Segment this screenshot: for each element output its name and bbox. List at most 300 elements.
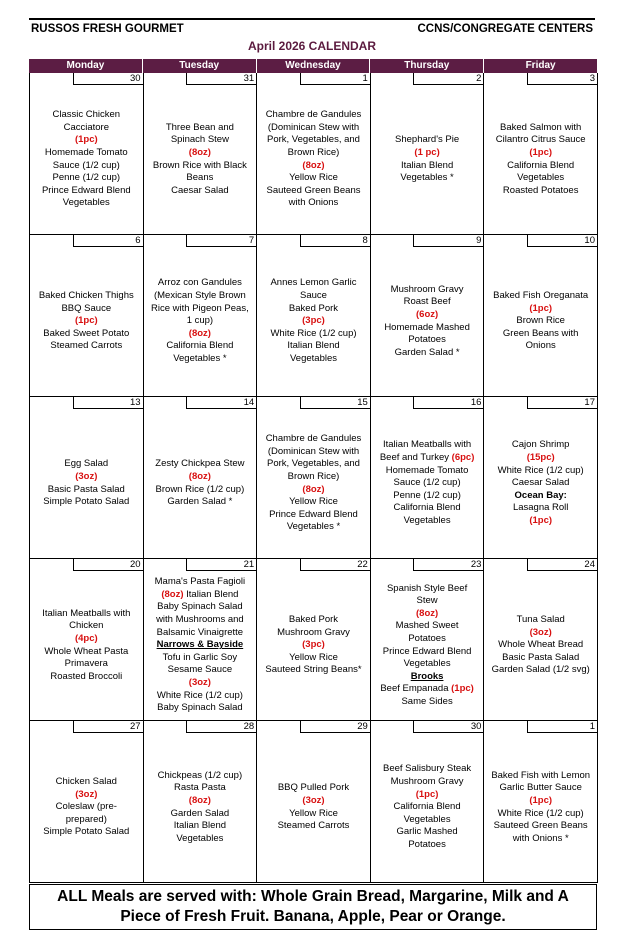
menu-line bbox=[168, 664, 232, 677]
day-cell bbox=[484, 397, 598, 559]
menu-line-text: (3pc) bbox=[302, 315, 325, 327]
menu-line bbox=[151, 303, 249, 316]
menu-line-text: Ocean Bay: bbox=[514, 489, 567, 501]
portion-size bbox=[529, 147, 552, 160]
day-number: 10 bbox=[527, 235, 597, 247]
menu-line bbox=[176, 833, 223, 846]
menu-line-text: (1pc) bbox=[74, 134, 98, 146]
menu-items bbox=[484, 409, 597, 558]
menu-line-text: Baby Spinach Salad bbox=[157, 601, 243, 613]
menu-line bbox=[266, 185, 360, 198]
menu-line bbox=[289, 172, 338, 185]
menu-line-text: Mama's Pasta Fagioli bbox=[154, 576, 246, 588]
menu-line bbox=[498, 639, 583, 652]
day-number: 9 bbox=[413, 235, 483, 247]
menu-line-text: Homemade Tomato bbox=[385, 464, 469, 476]
menu-items bbox=[484, 85, 597, 234]
menu-line-text: Tofu in Garlic Soy bbox=[162, 651, 238, 663]
portion-size bbox=[75, 633, 98, 646]
menu-line bbox=[401, 160, 453, 173]
menu-line bbox=[265, 664, 361, 677]
menu-line-text: (8oz) bbox=[302, 159, 325, 171]
day-number: 7 bbox=[186, 235, 256, 247]
menu-line-text: (1 pc) bbox=[414, 146, 440, 158]
day-cell bbox=[371, 73, 485, 235]
day-number: 22 bbox=[300, 559, 370, 571]
menu-line bbox=[391, 284, 464, 297]
menu-line bbox=[496, 134, 586, 147]
menu-line bbox=[507, 160, 574, 173]
menu-line-text: Chambre de Gandules bbox=[265, 433, 362, 445]
menu-line bbox=[408, 839, 446, 852]
menu-line-text: Vegetables * bbox=[173, 352, 227, 364]
menu-line bbox=[174, 782, 226, 795]
menu-line-text: Brown Rice) bbox=[287, 146, 340, 158]
menu-items bbox=[144, 409, 257, 558]
menu-line bbox=[380, 683, 473, 696]
menu-line-text: Beans bbox=[186, 172, 214, 184]
menu-line bbox=[386, 465, 469, 478]
weekday-thursday: Thursday bbox=[370, 59, 484, 73]
menu-line bbox=[289, 614, 338, 627]
day-cell bbox=[371, 559, 485, 721]
menu-line bbox=[383, 763, 471, 776]
menu-line bbox=[396, 620, 459, 633]
menu-line-text: (8oz) bbox=[302, 483, 325, 495]
menu-line bbox=[404, 814, 451, 827]
menu-line-text: California Blend bbox=[393, 502, 461, 514]
menu-line bbox=[494, 820, 588, 833]
menu-line-text: Roasted Potatoes bbox=[502, 184, 579, 196]
menu-line bbox=[155, 576, 246, 589]
menu-line bbox=[492, 664, 590, 677]
menu-line bbox=[52, 172, 120, 185]
day-cell bbox=[144, 397, 258, 559]
menu-line bbox=[61, 303, 111, 316]
portion-size bbox=[416, 309, 438, 322]
menu-line-text: (3oz) bbox=[188, 676, 211, 688]
menu-line bbox=[266, 109, 362, 122]
menu-line bbox=[394, 477, 461, 490]
menu-line bbox=[289, 197, 339, 210]
menu-line-text: Beef and Turkey bbox=[379, 452, 450, 464]
menu-line bbox=[391, 776, 464, 789]
menu-line-text: (3oz) bbox=[302, 794, 325, 806]
program-name: CCNS/CONGREGATE CENTERS bbox=[417, 23, 593, 35]
menu-line bbox=[512, 477, 570, 490]
menu-line bbox=[491, 770, 590, 783]
menu-line-text: Baked Sweet Potato bbox=[43, 327, 130, 339]
menu-items bbox=[30, 571, 143, 720]
calendar-title: April 2026 CALENDAR bbox=[247, 39, 377, 53]
menu-line-text: BBQ Sauce bbox=[61, 302, 112, 314]
menu-line-text: Baked Chicken Thighs bbox=[38, 290, 134, 302]
menu-line bbox=[158, 770, 242, 783]
footer-note bbox=[29, 884, 597, 930]
day-cell bbox=[484, 559, 598, 721]
menu-line-text: Potatoes bbox=[408, 334, 446, 346]
menu-line-text: Garden Salad (1/2 svg) bbox=[491, 664, 590, 676]
day-number: 15 bbox=[300, 397, 370, 409]
menu-line-text: Shephard's Pie bbox=[395, 134, 460, 146]
menu-line-text: Steamed Carrots bbox=[277, 820, 350, 832]
menu-line-text: (3oz) bbox=[75, 788, 98, 800]
day-cell bbox=[144, 721, 258, 883]
menu-line bbox=[268, 446, 359, 459]
day-number: 29 bbox=[300, 721, 370, 733]
menu-line-text: Rice with Pigeon Peas, bbox=[151, 302, 249, 314]
menu-line-text: (Dominican Stew with bbox=[267, 445, 360, 457]
menu-line-text: Mashed Sweet bbox=[395, 620, 459, 632]
weekday-tuesday: Tuesday bbox=[143, 59, 257, 73]
menu-line bbox=[393, 490, 461, 503]
menu-line bbox=[500, 782, 582, 795]
menu-line-text: Brown Rice bbox=[516, 315, 565, 327]
weekday-friday: Friday bbox=[525, 60, 556, 71]
day-cell bbox=[30, 559, 144, 721]
menu-line bbox=[517, 172, 564, 185]
menu-line bbox=[493, 290, 588, 303]
menu-line-text: (15pc) bbox=[526, 452, 555, 464]
menu-line-text: with Mushrooms and bbox=[156, 614, 244, 626]
menu-line bbox=[157, 601, 243, 614]
menu-line-text: Italian Blend bbox=[287, 340, 340, 352]
portion-size bbox=[302, 795, 324, 808]
menu-line-text: Green Beans with bbox=[502, 327, 579, 339]
portion-size bbox=[416, 608, 438, 621]
menu-line-text: Classic Chicken bbox=[52, 109, 121, 121]
menu-line-text: Homemade Mashed bbox=[384, 321, 470, 333]
portion-size bbox=[529, 795, 552, 808]
menu-line-text: Sauce (1/2 cup) bbox=[52, 159, 120, 171]
portion-size bbox=[189, 795, 211, 808]
menu-line bbox=[45, 147, 128, 160]
menu-line bbox=[394, 502, 461, 515]
menu-line-text: Balsamic Vinaigrette bbox=[156, 626, 244, 638]
menu-line-text: California Blend bbox=[507, 159, 575, 171]
menu-line-text: (Dominican Stew with bbox=[267, 121, 360, 133]
menu-line-text: Mushroom Gravy bbox=[277, 626, 350, 638]
menu-items bbox=[371, 733, 484, 882]
menu-line-text: Whole Wheat Pasta bbox=[44, 645, 129, 657]
menu-line-text: (1pc) bbox=[74, 315, 98, 327]
menu-line-text: (8oz) bbox=[416, 607, 439, 619]
menu-line-text: Potatoes bbox=[408, 632, 446, 644]
menu-line-extra: (1pc) bbox=[451, 683, 474, 695]
menu-line-text: (1pc) bbox=[529, 794, 553, 806]
menu-line bbox=[269, 509, 358, 522]
day-cell bbox=[484, 235, 598, 397]
menu-line-text: Beef Salisbury Steak bbox=[383, 763, 472, 775]
menu-line bbox=[53, 109, 121, 122]
day-cell bbox=[144, 559, 258, 721]
menu-line bbox=[39, 290, 134, 303]
day-number: 16 bbox=[413, 397, 483, 409]
menu-line bbox=[513, 502, 568, 515]
menu-items bbox=[144, 733, 257, 882]
menu-line-text: Mushroom Gravy bbox=[390, 283, 464, 295]
menu-line-text: Roast Beef bbox=[403, 296, 451, 308]
portion-size bbox=[416, 789, 439, 802]
menu-line bbox=[513, 833, 569, 846]
menu-line bbox=[270, 328, 356, 341]
day-cell bbox=[257, 559, 371, 721]
portion-size bbox=[75, 134, 98, 147]
menu-line-text: Annes Lemon Garlic bbox=[270, 277, 357, 289]
day-number: 24 bbox=[527, 559, 597, 571]
menu-line bbox=[503, 328, 579, 341]
menu-line bbox=[408, 334, 446, 347]
day-number: 28 bbox=[186, 721, 256, 733]
menu-line bbox=[156, 484, 245, 497]
menu-line-text: (3oz) bbox=[75, 470, 98, 482]
menu-line bbox=[290, 353, 337, 366]
menu-line-text: (3oz) bbox=[529, 626, 552, 638]
day-number: 14 bbox=[186, 397, 256, 409]
menu-line-text: (8oz) bbox=[161, 588, 184, 600]
menu-line-text: Vegetables bbox=[403, 514, 451, 526]
menu-line-text: with Onions bbox=[288, 197, 339, 209]
menu-line-text: White Rice (1/2 cup) bbox=[497, 807, 584, 819]
menu-line-text: Italian Meatballs with bbox=[383, 439, 472, 451]
day-cell bbox=[257, 73, 371, 235]
menu-items bbox=[144, 85, 257, 234]
day-number: 13 bbox=[73, 397, 143, 409]
day-number: 3 bbox=[527, 73, 597, 85]
menu-line-text: Brown Rice with Black bbox=[152, 159, 247, 171]
portion-size bbox=[302, 484, 324, 497]
day-cell bbox=[30, 397, 144, 559]
menu-line bbox=[43, 826, 129, 839]
menu-line bbox=[163, 652, 237, 665]
menu-line bbox=[516, 315, 565, 328]
menu-line-text: Italian Blend bbox=[400, 159, 454, 171]
day-number: 21 bbox=[186, 559, 256, 571]
menu-line bbox=[156, 614, 244, 627]
menu-line-text: 1 cup) bbox=[186, 315, 214, 327]
day-number: 1 bbox=[527, 721, 597, 733]
menu-items bbox=[257, 85, 370, 234]
menu-line bbox=[289, 808, 338, 821]
menu-items bbox=[30, 247, 143, 396]
portion-size bbox=[189, 147, 211, 160]
menu-line bbox=[401, 696, 452, 709]
portion-size bbox=[302, 639, 325, 652]
menu-line bbox=[267, 134, 360, 147]
menu-line-text: Pork, Vegetables, and bbox=[267, 458, 360, 470]
menu-line bbox=[42, 608, 130, 621]
menu-line-text: Italian Meatballs with bbox=[42, 607, 131, 619]
menu-line-text: Sauce (1/2 cup) bbox=[393, 477, 461, 489]
menu-line bbox=[289, 303, 338, 316]
menu-line bbox=[171, 808, 230, 821]
menu-line bbox=[404, 515, 451, 528]
menu-line-text: (3pc) bbox=[302, 639, 325, 651]
menu-line bbox=[153, 160, 247, 173]
site-label bbox=[157, 639, 244, 652]
menu-line-text: BBQ Pulled Pork bbox=[277, 782, 350, 794]
menu-line-text: (8oz) bbox=[188, 470, 211, 482]
menu-line bbox=[186, 172, 213, 185]
menu-line bbox=[288, 471, 340, 484]
menu-line-text: Yellow Rice bbox=[289, 496, 338, 508]
menu-line-text: Sauce bbox=[300, 290, 327, 302]
menu-line-text: Baked Salmon with bbox=[500, 121, 582, 133]
day-cell bbox=[144, 73, 258, 235]
portion-size bbox=[302, 315, 325, 328]
menu-line-text: Chambre de Gandules bbox=[265, 109, 362, 121]
menu-line bbox=[417, 595, 438, 608]
menu-line bbox=[300, 290, 327, 303]
day-number: 27 bbox=[73, 721, 143, 733]
menu-line-text: Cajon Shrimp bbox=[511, 439, 570, 451]
menu-line-text: Vegetables bbox=[176, 832, 224, 844]
menu-line bbox=[395, 347, 460, 360]
menu-line-text: Homemade Tomato bbox=[44, 146, 128, 158]
menu-line-text: Brown Rice) bbox=[287, 470, 340, 482]
menu-line-text: Chicken bbox=[69, 620, 104, 632]
menu-line bbox=[404, 296, 451, 309]
menu-line-text: California Blend bbox=[166, 340, 234, 352]
menu-line-text: with Onions * bbox=[512, 832, 569, 844]
portion-size bbox=[75, 789, 97, 802]
footer-line-1: ALL Meals are served with: Whole Grain Bread, Margarine, Milk and A bbox=[57, 888, 569, 905]
menu-line bbox=[408, 633, 446, 646]
menu-line bbox=[289, 496, 338, 509]
menu-line bbox=[500, 122, 581, 135]
day-cell bbox=[371, 397, 485, 559]
menu-line-text: (8oz) bbox=[188, 794, 211, 806]
portion-size bbox=[530, 627, 552, 640]
menu-line bbox=[43, 328, 129, 341]
menu-line-text: Garden Salad * bbox=[394, 346, 460, 358]
day-cell bbox=[30, 73, 144, 235]
menu-line-text: Whole Wheat Bread bbox=[498, 639, 584, 651]
day-number: 8 bbox=[300, 235, 370, 247]
menu-line-text: Baby Spinach Salad bbox=[157, 702, 243, 714]
menu-line-text: Spinach Stew bbox=[170, 134, 229, 146]
menu-line-text: Zesty Chickpea Stew bbox=[155, 458, 245, 470]
menu-line-text: Penne (1/2 cup) bbox=[52, 172, 121, 184]
portion-size bbox=[414, 147, 439, 160]
menu-line-text: Cilantro Citrus Sauce bbox=[495, 134, 586, 146]
menu-line bbox=[50, 340, 122, 353]
menu-line-text: Vegetables bbox=[289, 352, 337, 364]
menu-line bbox=[288, 147, 340, 160]
menu-line-text: Arroz con Gandules bbox=[157, 277, 242, 289]
portion-size bbox=[161, 589, 238, 602]
menu-line-text: Simple Potato Salad bbox=[43, 826, 130, 838]
portion-size bbox=[189, 328, 211, 341]
menu-line bbox=[515, 490, 567, 503]
menu-line bbox=[64, 458, 108, 471]
menu-items bbox=[257, 409, 370, 558]
day-cell bbox=[257, 397, 371, 559]
menu-line-text: Yellow Rice bbox=[289, 172, 338, 184]
menu-items bbox=[144, 247, 257, 396]
menu-line bbox=[157, 690, 243, 703]
menu-line-text: Baked Fish with Lemon bbox=[491, 769, 591, 781]
menu-line-text: White Rice (1/2 cup) bbox=[497, 464, 584, 476]
menu-items bbox=[484, 571, 597, 720]
menu-line-text: Same Sides bbox=[401, 695, 453, 707]
menu-line-text: Spanish Style Beef bbox=[386, 582, 468, 594]
menu-line bbox=[166, 122, 234, 135]
menu-line-text: Stew bbox=[416, 595, 438, 607]
menu-line-text: Yellow Rice bbox=[289, 807, 338, 819]
menu-line-text: Sauteed Green Beans bbox=[266, 184, 361, 196]
portion-size bbox=[189, 677, 211, 690]
menu-line-extra: Italian Blend bbox=[186, 588, 239, 600]
menu-line-text: Three Bean and bbox=[165, 121, 234, 133]
menu-line bbox=[498, 465, 584, 478]
menu-line bbox=[503, 185, 579, 198]
day-cell bbox=[257, 235, 371, 397]
calendar-header bbox=[29, 18, 595, 60]
day-number: 30 bbox=[73, 73, 143, 85]
menu-line-text: White Rice (1/2 cup) bbox=[270, 327, 357, 339]
menu-line-text: Baked Fish Oreganata bbox=[493, 290, 589, 302]
day-number: 20 bbox=[73, 559, 143, 571]
menu-line-text: Roasted Broccoli bbox=[50, 670, 123, 682]
menu-items bbox=[144, 571, 257, 720]
menu-line bbox=[512, 439, 570, 452]
menu-line-text: California Blend bbox=[393, 801, 461, 813]
weekday-header-bar bbox=[29, 59, 597, 73]
weekday-monday: Monday bbox=[29, 59, 143, 73]
menu-line bbox=[167, 496, 232, 509]
menu-line bbox=[171, 134, 229, 147]
day-cell bbox=[371, 721, 485, 883]
menu-line bbox=[383, 646, 472, 659]
menu-line-text: Lasagna Roll bbox=[512, 502, 569, 514]
menu-line-text: Sesame Sauce bbox=[167, 664, 233, 676]
menu-line-text: Caesar Salad bbox=[511, 477, 570, 489]
menu-line bbox=[394, 801, 461, 814]
menu-line-text: (6oz) bbox=[416, 308, 439, 320]
menu-line-text: Prince Edward Blend bbox=[382, 645, 472, 657]
menu-line-text: Vegetables * bbox=[286, 521, 341, 533]
menu-line bbox=[63, 197, 110, 210]
menu-line-text: prepared) bbox=[65, 813, 107, 825]
day-number: 17 bbox=[527, 397, 597, 409]
menu-items bbox=[30, 409, 143, 558]
menu-line-text: (1pc) bbox=[529, 514, 553, 526]
day-cell bbox=[371, 235, 485, 397]
menu-line bbox=[266, 433, 362, 446]
menu-line-text: (8oz) bbox=[188, 327, 211, 339]
day-number: 30 bbox=[413, 721, 483, 733]
menu-line-text: Rasta Pasta bbox=[174, 782, 226, 794]
menu-line-text: Simple Potato Salad bbox=[43, 496, 130, 508]
site-label bbox=[411, 671, 444, 684]
menu-line bbox=[526, 340, 556, 353]
menu-line bbox=[267, 458, 360, 471]
menu-line-text: Prince Edward Blend bbox=[269, 508, 358, 520]
day-cell bbox=[30, 721, 144, 883]
day-number: 6 bbox=[73, 235, 143, 247]
menu-line bbox=[383, 439, 471, 452]
menu-line bbox=[174, 820, 226, 833]
menu-line bbox=[65, 658, 108, 671]
menu-items bbox=[257, 247, 370, 396]
menu-line-text: Vegetables * bbox=[400, 172, 454, 184]
menu-line-text: Penne (1/2 cup) bbox=[393, 489, 461, 501]
portion-size bbox=[75, 471, 97, 484]
menu-line bbox=[48, 484, 125, 497]
portion-size bbox=[302, 160, 324, 173]
menu-line bbox=[66, 814, 107, 827]
